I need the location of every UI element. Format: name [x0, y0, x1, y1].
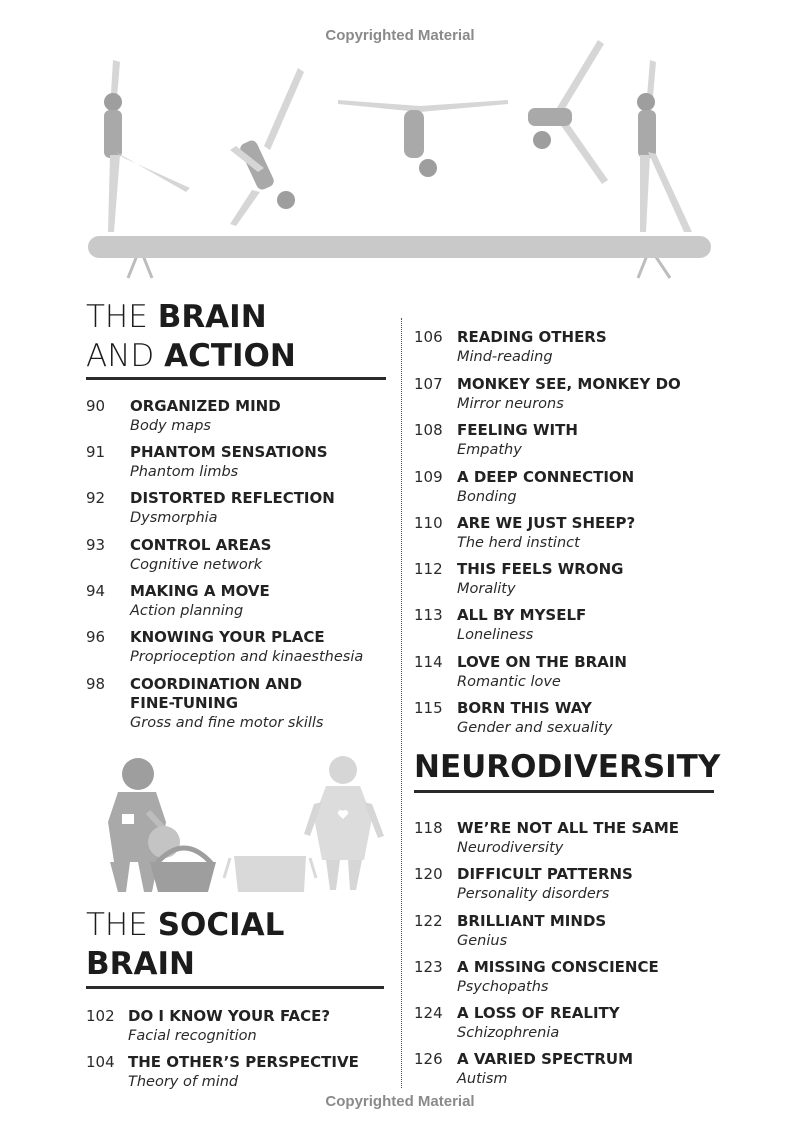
toc-entry[interactable] [86, 628, 386, 668]
entry-subtitle: Loneliness [457, 627, 534, 643]
entry-title: A VARIED SPECTRUM [457, 1050, 634, 1068]
toc-entry[interactable] [414, 912, 714, 952]
entry-title: PHANTOM SENSATIONS [130, 443, 328, 461]
toc-entry[interactable] [414, 819, 714, 859]
page-number: 90 [86, 397, 106, 415]
page-number: 113 [414, 606, 443, 624]
page-number: 107 [414, 375, 443, 393]
entry-title: ALL BY MYSELF [457, 606, 587, 624]
entry-subtitle: Empathy [457, 442, 522, 458]
entry-title: THIS FEELS WRONG [457, 560, 624, 578]
page-number: 106 [414, 328, 443, 346]
page-number: 122 [414, 912, 443, 930]
entry-subtitle: Action planning [130, 603, 244, 619]
entry-title: MONKEY SEE, MONKEY DO [457, 375, 681, 393]
page-number: 93 [86, 536, 106, 554]
entry-subtitle: Schizophrenia [457, 1025, 560, 1041]
toc-entry[interactable] [86, 489, 386, 529]
title-light: THE [86, 299, 158, 335]
toc-entry[interactable] [86, 397, 386, 437]
entry-title: DISTORTED REFLECTION [130, 489, 335, 507]
entry-subtitle: Autism [457, 1071, 508, 1087]
entry-title-continued: FINE-TUNING [130, 694, 239, 712]
entry-title: DO I KNOW YOUR FACE? [128, 1007, 331, 1025]
toc-entry[interactable] [414, 606, 714, 646]
toc-entry[interactable] [86, 582, 386, 622]
entry-subtitle: Mirror neurons [457, 396, 564, 412]
title-bold: SOCIAL [157, 907, 285, 943]
entry-subtitle: Personality disorders [457, 886, 610, 902]
toc-entry[interactable] [414, 653, 714, 693]
section-title-social-brain [86, 906, 284, 984]
entry-subtitle: Body maps [130, 418, 211, 434]
entry-title: FEELING WITH [457, 421, 578, 439]
toc-entry[interactable] [86, 1053, 386, 1093]
entry-subtitle: Genius [457, 933, 508, 949]
toc-entry[interactable] [414, 1050, 714, 1090]
page-number: 114 [414, 653, 443, 671]
entry-subtitle: Gross and fine motor skills [130, 715, 324, 731]
entry-subtitle: Proprioception and kinaesthesia [130, 649, 364, 665]
page-number: 102 [86, 1007, 115, 1025]
toc-entry[interactable] [414, 468, 714, 508]
page-number: 108 [414, 421, 443, 439]
toc-entry[interactable] [414, 560, 714, 600]
page-number: 109 [414, 468, 443, 486]
entry-subtitle: Morality [457, 581, 516, 597]
entry-title: DIFFICULT PATTERNS [457, 865, 633, 883]
entry-title: MAKING A MOVE [130, 582, 270, 600]
entry-title: LOVE ON THE BRAIN [457, 653, 627, 671]
title-light: AND [86, 338, 165, 374]
entry-subtitle: Dysmorphia [130, 510, 218, 526]
toc-entry[interactable] [414, 1004, 714, 1044]
entry-subtitle: Gender and sexuality [457, 720, 613, 736]
toc-entry[interactable] [414, 958, 714, 998]
page-number: 94 [86, 582, 106, 600]
entry-subtitle: Theory of mind [128, 1074, 239, 1090]
toc-entry[interactable] [414, 375, 714, 415]
entry-title: ORGANIZED MIND [130, 397, 281, 415]
entry-title: A DEEP CONNECTION [457, 468, 635, 486]
toc-entry[interactable] [414, 514, 714, 554]
page-number: 126 [414, 1050, 443, 1068]
page-number: 118 [414, 819, 443, 837]
page-number: 91 [86, 443, 106, 461]
entry-title: KNOWING YOUR PLACE [130, 628, 325, 646]
section-rule [86, 986, 384, 989]
watermark-top: Copyrighted Material [325, 27, 475, 44]
page-number: 115 [414, 699, 443, 717]
entry-subtitle: Bonding [457, 489, 517, 505]
toc-entry[interactable] [414, 699, 714, 739]
title-light: THE [86, 907, 158, 943]
page-number: 104 [86, 1053, 115, 1071]
section-rule [86, 377, 386, 380]
entry-subtitle: Romantic love [457, 674, 561, 690]
entry-subtitle: Mind-reading [457, 349, 553, 365]
title-bold: BRAIN [157, 299, 267, 335]
entry-subtitle: Cognitive network [130, 557, 263, 573]
entry-title: COORDINATION AND [130, 675, 303, 693]
entry-title: A MISSING CONSCIENCE [457, 958, 659, 976]
toc-entry[interactable] [414, 328, 714, 368]
entry-title: CONTROL AREAS [130, 536, 272, 554]
entry-title: WE’RE NOT ALL THE SAME [457, 819, 680, 837]
entry-subtitle: Psychopaths [457, 979, 549, 995]
page-number: 123 [414, 958, 443, 976]
toc-entry[interactable] [86, 675, 386, 735]
page-number: 92 [86, 489, 106, 507]
entry-subtitle: Facial recognition [128, 1028, 257, 1044]
entry-subtitle: The herd instinct [457, 535, 580, 551]
section-title-neurodiversity: NEURODIVERSITY [414, 749, 721, 785]
entry-subtitle: Phantom limbs [130, 464, 239, 480]
entry-subtitle: Neurodiversity [457, 840, 564, 856]
page-number: 112 [414, 560, 443, 578]
toc-entry[interactable] [86, 1007, 386, 1047]
title-bold: ACTION [164, 338, 296, 374]
toc-entry[interactable] [414, 421, 714, 461]
page-number: 96 [86, 628, 106, 646]
section-rule [414, 790, 714, 793]
entry-title: THE OTHER’S PERSPECTIVE [128, 1053, 359, 1071]
page-number: 120 [414, 865, 443, 883]
toc-entry[interactable] [86, 536, 386, 576]
page-number: 110 [414, 514, 443, 532]
page-number: 98 [86, 675, 106, 693]
section-title-brain-action [86, 298, 296, 376]
people-picnic-illustration [100, 752, 390, 897]
entry-title: ARE WE JUST SHEEP? [457, 514, 636, 532]
entry-title: BRILLIANT MINDS [457, 912, 607, 930]
page-number: 124 [414, 1004, 443, 1022]
toc-entry[interactable] [86, 443, 386, 483]
toc-entry[interactable] [414, 865, 714, 905]
entry-title: BORN THIS WAY [457, 699, 592, 717]
watermark-bottom: Copyrighted Material [325, 1093, 475, 1110]
title-bold: BRAIN [86, 946, 195, 982]
entry-title: READING OTHERS [457, 328, 607, 346]
column-divider [401, 318, 402, 1088]
gymnast-beam-illustration [80, 40, 730, 285]
entry-title: A LOSS OF REALITY [457, 1004, 620, 1022]
